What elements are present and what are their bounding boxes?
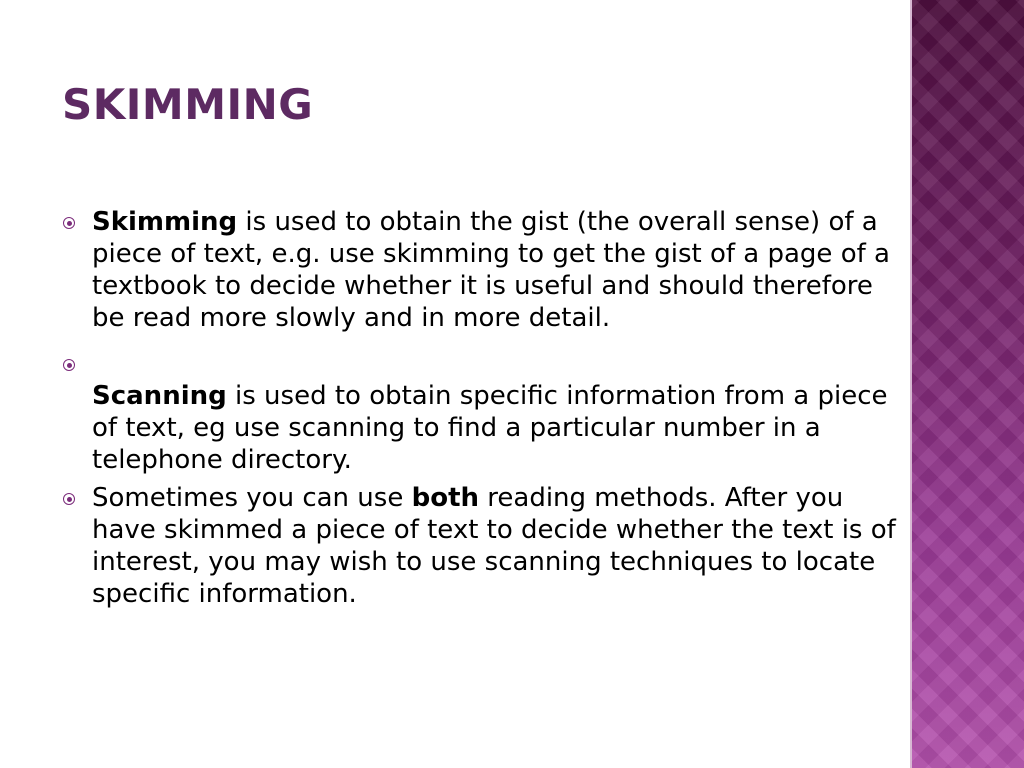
- bullet-term: Skimming: [92, 207, 238, 237]
- bullet-term: both: [411, 483, 480, 513]
- bullet-term: Scanning: [92, 381, 227, 411]
- radio-bullet-icon: [63, 359, 75, 371]
- bullet-text: is used to obtain the gist (the overall sense) of a piece of text, e.g. use skimming to get the gist of a page of a textbook to decide whether it is useful and should therefore be read more slowly and in more detail.: [92, 207, 890, 333]
- bullet-item-skimming: [62, 206, 912, 334]
- bullet-prefix: Sometimes you can use: [92, 483, 412, 513]
- decorative-side-band: [912, 0, 1024, 768]
- radio-bullet-icon: [63, 493, 75, 505]
- bullet-item-scanning: [62, 348, 912, 476]
- bullet-item-both: [62, 482, 912, 610]
- bullet-text: reading methods. After you have skimmed a piece of text to decide whether the text is of interest, you may wish to use scanning techniques to locate specific information.: [92, 483, 896, 609]
- bullet-text: is used to obtain specific information from a piece of text, eg use scanning to find a particular number in a telephone directory.: [92, 381, 888, 475]
- empty-line: [92, 348, 912, 380]
- slide-title: SKIMMING: [62, 80, 314, 129]
- radio-bullet-icon: [63, 217, 75, 229]
- bullet-list: [62, 206, 912, 610]
